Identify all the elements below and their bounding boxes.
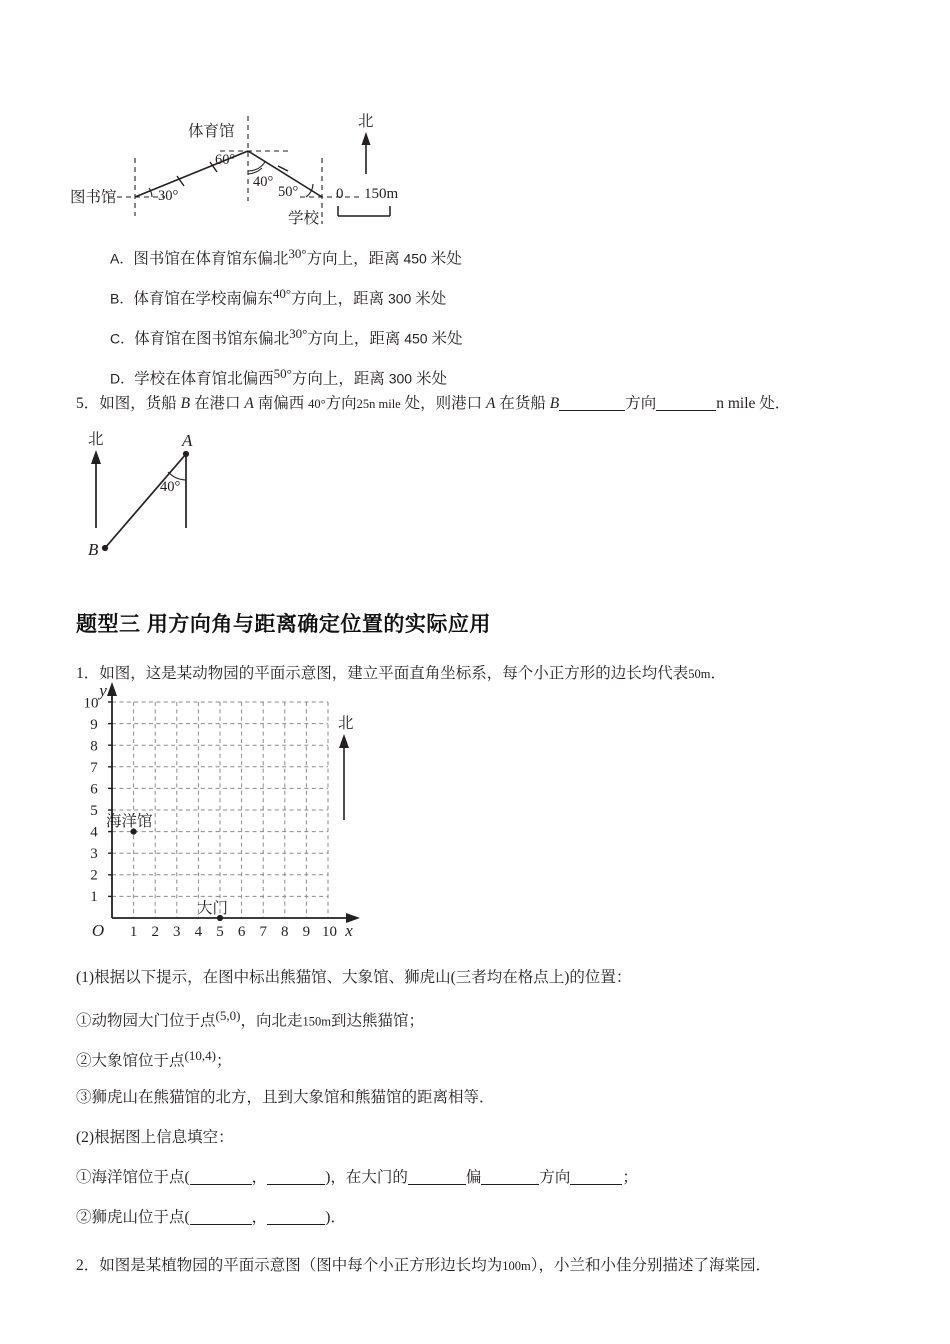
q1-sub2-l1-c: )，在大门的 [325, 1169, 408, 1186]
grid-y-tick-2: 2 [90, 867, 98, 884]
grid-x-tick-9: 9 [302, 924, 311, 940]
q1-sub2-intro: (2)根据图上信息填空： [76, 1129, 234, 1146]
choice-d-post: 米处 [412, 370, 447, 388]
q1-stem-len: 50m [688, 667, 711, 681]
q5-var-b: B [180, 395, 191, 412]
figure1-scale-zero: 0 [336, 186, 344, 202]
choice-b[interactable] [110, 286, 446, 308]
q1-sub1-item-2 [76, 1046, 231, 1073]
choice-d-dist: 300 [388, 370, 413, 387]
grid-y-tick-8: 8 [90, 738, 98, 755]
q5-part7: 方向 [625, 395, 657, 412]
choice-c-pre: 体育馆在图书馆东偏北 [134, 330, 290, 348]
choice-c-dist: 450 [404, 330, 428, 347]
choice-c-post: 米处 [427, 330, 463, 348]
q5-part3: 南偏西 [253, 395, 309, 412]
q5-part5: 处，则港口 [400, 395, 486, 412]
choice-b-letter: B． [110, 290, 134, 307]
q1-sub2-l1-a: ①海洋馆位于点( [76, 1169, 190, 1186]
grid-origin-label: O [91, 921, 105, 940]
grid-x-tick-7: 7 [259, 924, 267, 940]
choice-a-letter: A． [110, 250, 134, 267]
grid-point-aquarium-label: 海洋馆 [106, 813, 153, 830]
figure2-label-north: 北 [88, 431, 104, 448]
q5-var-a: A [244, 395, 254, 412]
q1-sub1-intro: (1)根据以下提示，在图中标出熊猫馆、大象馆、狮虎山(三者均在格点上)的位置： [76, 969, 632, 986]
grid-x-tick-3: 3 [173, 924, 181, 940]
q1-stem-post: ． [710, 665, 727, 682]
grid-y-axis-label: y [99, 681, 107, 700]
q1-sub1-item2-post: ； [215, 1052, 232, 1070]
figure1-angle-30: 30° [158, 188, 179, 204]
choice-d[interactable] [110, 366, 447, 388]
grid-x-tick-8: 8 [281, 924, 289, 940]
grid-y-tick-9: 9 [90, 717, 98, 733]
figure1-angle-40: 40° [253, 174, 274, 190]
figure1-angle-50: 50° [278, 184, 299, 200]
choice-b-mid: 方向上，距离 [291, 290, 388, 308]
q5-angle: 40° [308, 397, 326, 411]
figure1-angle-60: 60° [215, 152, 236, 168]
choice-d-angle: 50° [273, 366, 292, 381]
grid-x-tick-2: 2 [151, 924, 159, 940]
grid-x-tick-10: 10 [322, 924, 337, 940]
q5-blank-2[interactable] [656, 410, 716, 411]
choice-a[interactable] [110, 246, 462, 268]
q1-number: 1． [76, 665, 100, 682]
choice-b-dist: 300 [387, 290, 412, 307]
question-5-stem [76, 392, 790, 415]
q1-sub2-l1-d: 偏 [465, 1169, 482, 1186]
choice-a-dist: 450 [403, 250, 427, 267]
q2-post: ），小兰和小佳分别描述了海棠园． [530, 1257, 772, 1274]
q2-len: 100m [502, 1259, 531, 1273]
choice-c-letter: C． [110, 330, 135, 347]
grid-x-tick-1: 1 [129, 924, 138, 940]
q1-sub1-item3-pre: ③狮虎山在熊猫馆的北方，且到大象馆和熊猫馆的距离相等． [76, 1089, 495, 1106]
q1-sub2-l1-b: ， [251, 1169, 268, 1186]
grid-y-tick-1: 1 [90, 889, 98, 905]
q1-sub2-blank-x2[interactable] [190, 1224, 252, 1225]
question-2-stem [76, 1254, 771, 1277]
q1-sub2-blank-y2[interactable] [267, 1224, 325, 1225]
q1-sub2-l2-a: ②狮虎山位于点( [76, 1209, 190, 1226]
q5-part8: n mile 处． [716, 395, 791, 412]
q1-sub2-blank-x[interactable] [190, 1184, 252, 1185]
grid-x-tick-4: 4 [194, 924, 203, 940]
figure1-label-gymnasium: 体育馆 [188, 123, 235, 140]
figure-direction-angle-triangle [70, 96, 500, 231]
q5-part4: 方向 [325, 395, 357, 412]
choice-d-mid: 方向上，距离 [291, 370, 389, 388]
figure-ship-port-bearing [72, 418, 332, 568]
q5-number: 5． [76, 395, 100, 412]
question-1-stem [76, 662, 726, 685]
grid-y-tick-7: 7 [90, 760, 98, 776]
grid-x-tick-6: 6 [237, 924, 246, 940]
choice-a-angle: 30° [288, 246, 307, 261]
q5-part2: 在港口 [190, 395, 245, 412]
q2-pre: 如图是某植物园的平面示意图（图中每个小正方形边长均为 [99, 1257, 503, 1274]
q1-sub1-item-1 [76, 1006, 424, 1033]
q1-sub2-line-2 [76, 1206, 346, 1229]
q1-sub2-blank-dist[interactable] [570, 1184, 622, 1185]
grid-label-north: 北 [338, 715, 354, 732]
choice-c-angle: 30° [289, 326, 308, 341]
q2-number: 2． [76, 1257, 100, 1274]
q1-stem-pre: 如图，这是某动物园的平面示意图，建立平面直角坐标系，每个小正方形的边长均代表 [99, 665, 689, 682]
section-heading: 题型三 用方向角与距离确定位置的实际应用 [76, 613, 491, 636]
grid-x-tick-5: 5 [216, 924, 224, 940]
q1-sub1-item2-coord: (10,4) [184, 1048, 216, 1063]
q5-part6: 在货船 [495, 395, 550, 412]
choice-b-pre: 体育馆在学校南偏东 [133, 290, 273, 308]
q1-sub1-item1-len: 150m [302, 1014, 331, 1029]
q1-sub2-blank-y[interactable] [267, 1184, 325, 1185]
choice-a-pre: 图书馆在体育馆东偏北 [133, 250, 289, 268]
grid-y-tick-3: 3 [90, 846, 98, 862]
figure2-point-b: B [88, 540, 99, 559]
choice-a-post: 米处 [426, 250, 462, 268]
grid-y-tick-5: 5 [90, 803, 98, 819]
q1-sub2-l2-b: ， [251, 1209, 268, 1226]
choice-b-angle: 40° [272, 286, 292, 301]
figure2-point-a: A [182, 431, 193, 450]
q5-var-b2: B [549, 395, 560, 412]
q5-part1: 如图，货船 [99, 395, 181, 412]
figure-zoo-coordinate-grid [72, 681, 452, 955]
figure1-scale-length: 150m [364, 186, 399, 202]
grid-y-tick-10: 10 [83, 695, 99, 712]
grid-x-axis-label: x [345, 921, 353, 940]
q1-sub2-l1-e: 方向 [539, 1169, 571, 1186]
choice-c-mid: 方向上，距离 [307, 330, 405, 348]
figure1-label-library: 图书馆 [70, 189, 117, 206]
q1-sub1-item1-post: 到达熊猫馆； [330, 1012, 424, 1030]
q1-sub2-l1-f: ； [622, 1169, 638, 1186]
choice-d-pre: 学校在体育馆北偏西 [134, 370, 274, 388]
grid-y-tick-6: 6 [90, 781, 98, 798]
figure2-angle-40: 40° [160, 479, 181, 495]
q1-sub2-l2-c: )． [325, 1209, 346, 1226]
q1-sub1-item-3 [76, 1086, 495, 1109]
q1-sub2-line-1 [76, 1166, 638, 1189]
choice-b-post: 米处 [411, 290, 447, 308]
grid-y-tick-4: 4 [90, 824, 98, 841]
q5-var-a2: A [486, 395, 496, 412]
grid-point-maingate-label: 大门 [197, 900, 229, 917]
q5-blank-1[interactable] [559, 410, 625, 411]
figure1-label-school: 学校 [288, 210, 320, 227]
q1-sub1-item1-coord: (5,0) [215, 1008, 241, 1023]
choice-d-letter: D． [110, 370, 135, 387]
choice-c[interactable] [110, 326, 462, 348]
q1-sub1-item1-pre: ①动物园大门位于点 [76, 1012, 216, 1030]
q1-sub2-blank-dir1[interactable] [408, 1184, 466, 1185]
q1-sub1-item2-pre: ②大象馆位于点 [76, 1052, 185, 1070]
figure1-label-north: 北 [358, 113, 374, 130]
q5-dist: 25n mile [356, 397, 401, 411]
choice-a-mid: 方向上，距离 [306, 250, 404, 268]
q1-sub2-blank-dir2[interactable] [481, 1184, 539, 1185]
q1-sub1-item1-mid: ，向北走 [240, 1012, 303, 1030]
